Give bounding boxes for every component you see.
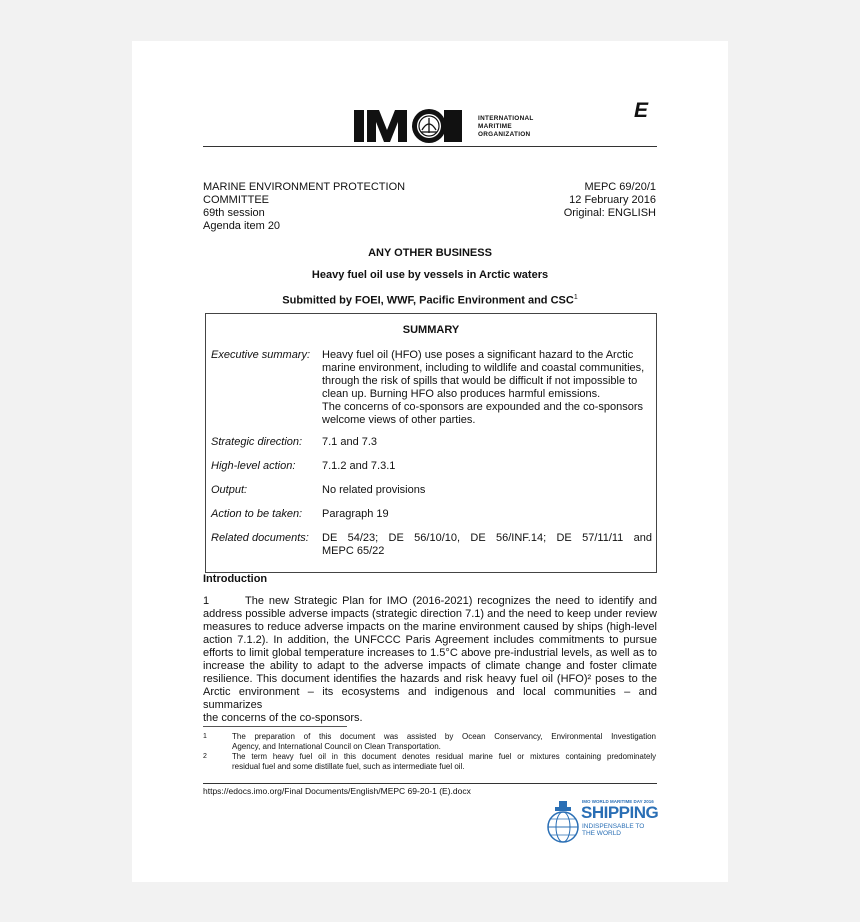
shipping-logo-caption: IMO WORLD MARITIME DAY 2016 [582, 799, 654, 804]
summary-line: MEPC 65/22 [322, 545, 385, 557]
para-line: increase the ability to adapt to the adverse impacts of climate change and foster climate [203, 660, 657, 672]
para-line: Arctic environment – its ecosystems and indigenous and local communities – and summarizes [203, 686, 657, 711]
paragraph-1 [203, 595, 657, 725]
summary-line: The concerns of co-sponsors are expounded and the co-sponsors [322, 401, 644, 413]
summary-label: Related documents: [211, 532, 309, 544]
subtitle: Heavy fuel oil use by vessels in Arctic waters [311, 269, 549, 281]
footnote-line: The term heavy fuel oil in this document denotes residual marine fuel or mixtures containing predominately [232, 752, 656, 761]
session: 69th session [203, 207, 265, 219]
footnote-mark: 2 [203, 753, 207, 760]
shipping-logo-word: SHIPPING [581, 803, 659, 822]
summary-value: 7.1.2 and 7.3.1 [322, 460, 396, 472]
imo-logo [354, 109, 534, 145]
summary-box [205, 313, 657, 573]
language-letter: E [634, 99, 649, 122]
summary-line: clean up. Burning HFO also produces harmful emissions. [322, 388, 601, 400]
para-line: the concerns of the co-sponsors. [203, 712, 363, 724]
file-path: https://edocs.imo.org/Final Documents/English/MEPC 69-20-1 (E).docx [203, 786, 471, 796]
summary-heading: SUMMARY [402, 324, 460, 336]
shipping-logo [546, 795, 658, 843]
footnote-mark: 1 [203, 733, 207, 740]
document-ref-block [456, 181, 656, 220]
footnote-text [232, 752, 656, 772]
summary-value: Paragraph 19 [322, 508, 389, 520]
para-first-line [203, 595, 657, 608]
header-rule [203, 146, 657, 147]
para-line: efforts to limit global temperature increases to 1.5°C above pre-industrial levels, as well as to [203, 647, 657, 659]
submitted-by-text: Submitted by FOEI, WWF, Pacific Environment and CSC [282, 294, 574, 307]
footnote-ref[interactable]: 1 [573, 294, 578, 301]
footer-rule [203, 783, 657, 784]
original-language: Original: ENGLISH [563, 207, 656, 219]
summary-label: Output: [211, 484, 248, 496]
imo-wordmark-icon [354, 108, 466, 144]
summary-value: No related provisions [322, 484, 426, 496]
para-line: The new Strategic Plan for IMO (2016-2021) recognizes the need to identify and [245, 595, 657, 607]
agenda-item: Agenda item 20 [203, 220, 281, 232]
summary-line: through the risk of spills that would be difficult if not impossible to [322, 375, 638, 387]
tagline-line: THE WORLD [582, 830, 621, 837]
summary-line: Heavy fuel oil (HFO) use poses a significant hazard to the Arctic [322, 349, 634, 361]
summary-line: DE 54/23; DE 56/10/10, DE 56/INF.14; DE 57/11/11 and [322, 532, 652, 544]
committee-name-cont: COMMITTEE [203, 194, 269, 206]
document-page [132, 41, 728, 882]
main-title: ANY OTHER BUSINESS [368, 247, 492, 259]
globe-ship-icon [546, 799, 582, 843]
para-line: action 7.1.2). In addition, the UNFCCC Paris Agreement includes commitments to pursue [203, 634, 657, 646]
footnote-separator [203, 726, 347, 727]
imo-logo-letters [354, 109, 466, 143]
footnote-line: residual fuel and some distillate fuel, such as intermediate fuel oil. [232, 762, 465, 771]
org-name-line: INTERNATIONAL [478, 115, 534, 122]
paragraph-number: 1 [203, 595, 210, 607]
doc-number: MEPC 69/20/1 [584, 181, 656, 193]
summary-value [322, 532, 652, 558]
org-name-line: ORGANIZATION [478, 131, 531, 138]
summary-label: Action to be taken: [211, 508, 303, 520]
summary-line: welcome views of other parties. [322, 414, 476, 426]
org-name-line: MARITIME [478, 123, 512, 130]
footnote [203, 732, 657, 754]
summary-value [322, 349, 652, 427]
summary-label: Strategic direction: [211, 436, 303, 448]
summary-label: High-level action: [211, 460, 296, 472]
footnote-line: Agency, and International Council on Clean Transportation. [232, 742, 441, 751]
summary-line: marine environment, including to wildlife and coastal communities, [322, 362, 645, 374]
introduction-heading: Introduction [203, 573, 268, 585]
shipping-logo-tagline [582, 823, 644, 837]
footnote [203, 752, 657, 774]
footnote-text [232, 732, 656, 752]
para-line: address possible adverse impacts (strategic direction 7.1) and the need to keep under review [203, 608, 657, 620]
para-line: measures to reduce adverse impacts on the marine environment caused by ships (high-level [203, 621, 657, 633]
org-name [478, 115, 534, 139]
para-line: resilience. This document identifies the hazards and risk heavy fuel oil (HFO)² poses to the [203, 673, 657, 685]
summary-value: 7.1 and 7.3 [322, 436, 378, 448]
summary-label: Executive summary: [211, 349, 311, 361]
doc-date: 12 February 2016 [569, 194, 656, 206]
committee-name: MARINE ENVIRONMENT PROTECTION [203, 181, 406, 193]
tagline-line: INDISPENSABLE TO [582, 823, 645, 830]
footnote-line: The preparation of this document was assisted by Ocean Conservancy, Environmental Investigation [232, 732, 656, 741]
submitted-by [203, 291, 657, 308]
committee-block [203, 181, 463, 233]
